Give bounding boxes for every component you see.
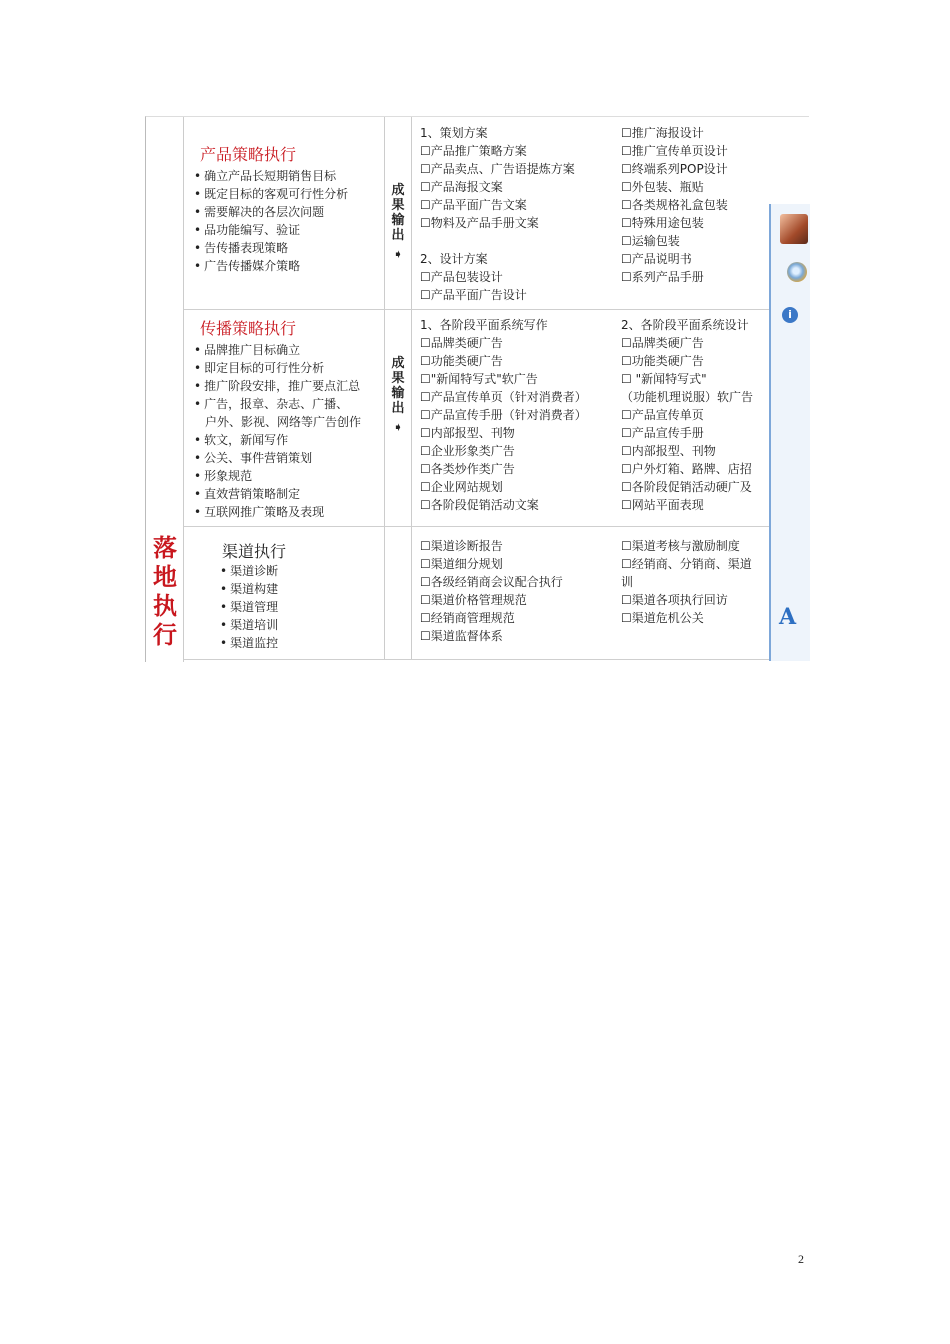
list-item: ☐各类规格礼盒包装: [621, 198, 728, 212]
list-item: ☐系列产品手册: [621, 270, 704, 284]
vertical-title-column: [146, 117, 184, 662]
product-outputs-col-b: [621, 124, 771, 286]
avatar[interactable]: [780, 214, 808, 244]
list-item: ☐渠道细分规划: [420, 557, 503, 571]
list-item: ☐产品说明书: [621, 252, 692, 266]
font-icon[interactable]: A: [779, 604, 797, 630]
list-item: 2、设计方案: [420, 252, 488, 266]
product-outputs-col-a: [420, 124, 615, 304]
product-strategy-cell: [184, 117, 385, 309]
list-item: ☐产品推广策略方案: [420, 144, 527, 158]
list-item: • 告传播表现策略: [194, 239, 384, 257]
list-item: • 互联网推广策略及表现: [194, 503, 384, 521]
communication-outputs-col-a: [420, 316, 615, 514]
communication-strategy-heading: 传播策略执行: [200, 319, 297, 338]
product-strategy-heading: 产品策略执行: [200, 145, 297, 164]
list-item: • 即定目标的可行性分析: [194, 359, 384, 377]
list-item: ☐经销商管理规范: [420, 611, 515, 625]
list-item: ☐企业网站规划: [420, 480, 503, 494]
chat-sidebar: [769, 204, 810, 661]
list-item: ☐内部报型、刊物: [621, 444, 716, 458]
product-strategy-row: [184, 117, 809, 310]
list-item: • 品牌推广目标确立: [194, 341, 384, 359]
output-label: 成果输出: [391, 183, 405, 243]
channel-outputs-col-b: [621, 537, 771, 627]
webcam-icon[interactable]: [787, 262, 807, 282]
channel-bullets: [220, 562, 410, 652]
list-item: ☐特殊用途包装: [621, 216, 704, 230]
communication-strategy-cell: [184, 310, 385, 526]
list-item: ☐终端系列POP设计: [621, 162, 728, 176]
list-item: ☐渠道价格管理规范: [420, 593, 527, 607]
list-item: ☐网站平面表现: [621, 498, 704, 512]
list-item: • 既定目标的客观可行性分析: [194, 185, 384, 203]
list-item: • 广告，报章、杂志、广播、: [194, 395, 384, 413]
list-item: ☐户外灯箱、路牌、店招: [621, 462, 752, 476]
list-item: ☐各级经销商会议配合执行: [420, 575, 563, 589]
strategy-figure: [145, 116, 809, 662]
list-item: ☐产品海报文案: [420, 180, 503, 194]
channel-row: [184, 527, 809, 660]
list-item: ☐产品宣传单页（针对消费者）: [420, 390, 587, 404]
list-item: ☐产品宣传手册（针对消费者）: [420, 408, 587, 422]
list-item: • 广告传播媒介策略: [194, 257, 384, 275]
list-item: 1、各阶段平面系统写作: [420, 318, 548, 332]
list-item: （功能机理说服）软广告: [621, 390, 754, 404]
list-item: 2、各阶段平面系统设计: [621, 318, 749, 332]
list-item: ☐产品平面广告设计: [420, 288, 527, 302]
vertical-title: 落地执行: [153, 533, 177, 649]
list-item: ☐经销商、分销商、渠道: [621, 557, 752, 571]
list-item: ☐渠道诊断报告: [420, 539, 503, 553]
list-item: ☐物料及产品手册文案: [420, 216, 539, 230]
list-item: ☐渠道危机公关: [621, 611, 704, 625]
list-item: • 软文，新闻写作: [194, 431, 384, 449]
arrow-right-icon: ➧: [392, 247, 404, 261]
list-item: ☐各类炒作类广告: [420, 462, 515, 476]
channel-outputs-col-a: [420, 537, 615, 645]
list-item: ☐产品卖点、广告语提炼方案: [420, 162, 575, 176]
channel-heading: 渠道执行: [222, 542, 287, 561]
list-item: • 确立产品长短期销售目标: [194, 167, 384, 185]
list-item: • 渠道培训: [220, 616, 410, 634]
list-item: • 形象规范: [194, 467, 384, 485]
output-spacer-cell: [385, 527, 412, 659]
list-item: ☐内部报型、刊物: [420, 426, 515, 440]
communication-strategy-row: [184, 310, 809, 527]
list-item: • 渠道诊断: [220, 562, 410, 580]
list-item: ☐运输包装: [621, 234, 680, 248]
list-item: ☐渠道考核与激励制度: [621, 539, 740, 553]
arrow-right-icon: ➧: [392, 420, 404, 434]
list-item: ☐功能类硬广告: [420, 354, 503, 368]
list-item: • 公关、事件营销策划: [194, 449, 384, 467]
page-number: 2: [798, 1252, 804, 1266]
list-item: ☐企业形象类广告: [420, 444, 515, 458]
list-item: ☐外包装、瓶贴: [621, 180, 704, 194]
communication-strategy-bullets: [194, 341, 384, 521]
output-label-cell: [385, 310, 412, 526]
product-strategy-bullets: [194, 167, 384, 275]
list-item: ☐推广海报设计: [621, 126, 704, 140]
list-item: 1、策划方案: [420, 126, 488, 140]
list-item: • 推广阶段安排，推广要点汇总: [194, 377, 384, 395]
list-item: ☐产品宣传单页: [621, 408, 704, 422]
list-item: ☐产品平面广告文案: [420, 198, 527, 212]
list-item: • 需要解决的各层次问题: [194, 203, 384, 221]
list-item: • 渠道监控: [220, 634, 410, 652]
communication-outputs-col-b: [621, 316, 771, 514]
list-item: 户外、影视、网络等广告创作: [205, 415, 362, 429]
list-item: ☐ "新闻特写式": [621, 372, 707, 386]
list-item: [420, 232, 615, 250]
list-item: ☐渠道各项执行回访: [621, 593, 728, 607]
list-item: • 品功能编写、验证: [194, 221, 384, 239]
list-item: ☐产品包装设计: [420, 270, 503, 284]
info-icon[interactable]: i: [782, 307, 798, 323]
list-item: • 渠道管理: [220, 598, 410, 616]
list-item: ☐功能类硬广告: [621, 354, 704, 368]
list-item: ☐"新闻特写式"软广告: [420, 372, 538, 386]
channel-cell: [184, 527, 385, 659]
list-item: ☐品牌类硬广告: [621, 336, 704, 350]
list-item: ☐推广宣传单页设计: [621, 144, 728, 158]
list-item: ☐产品宣传手册: [621, 426, 704, 440]
list-item: 训: [621, 575, 634, 589]
output-label: 成果输出: [391, 356, 405, 416]
list-item: • 直效营销策略制定: [194, 485, 384, 503]
list-item: ☐各阶段促销活动硬广及: [621, 480, 752, 494]
output-label-cell: [385, 117, 412, 309]
list-item: ☐品牌类硬广告: [420, 336, 503, 350]
list-item: ☐渠道监督体系: [420, 629, 503, 643]
list-item: • 渠道构建: [220, 580, 410, 598]
list-item: ☐各阶段促销活动文案: [420, 498, 539, 512]
